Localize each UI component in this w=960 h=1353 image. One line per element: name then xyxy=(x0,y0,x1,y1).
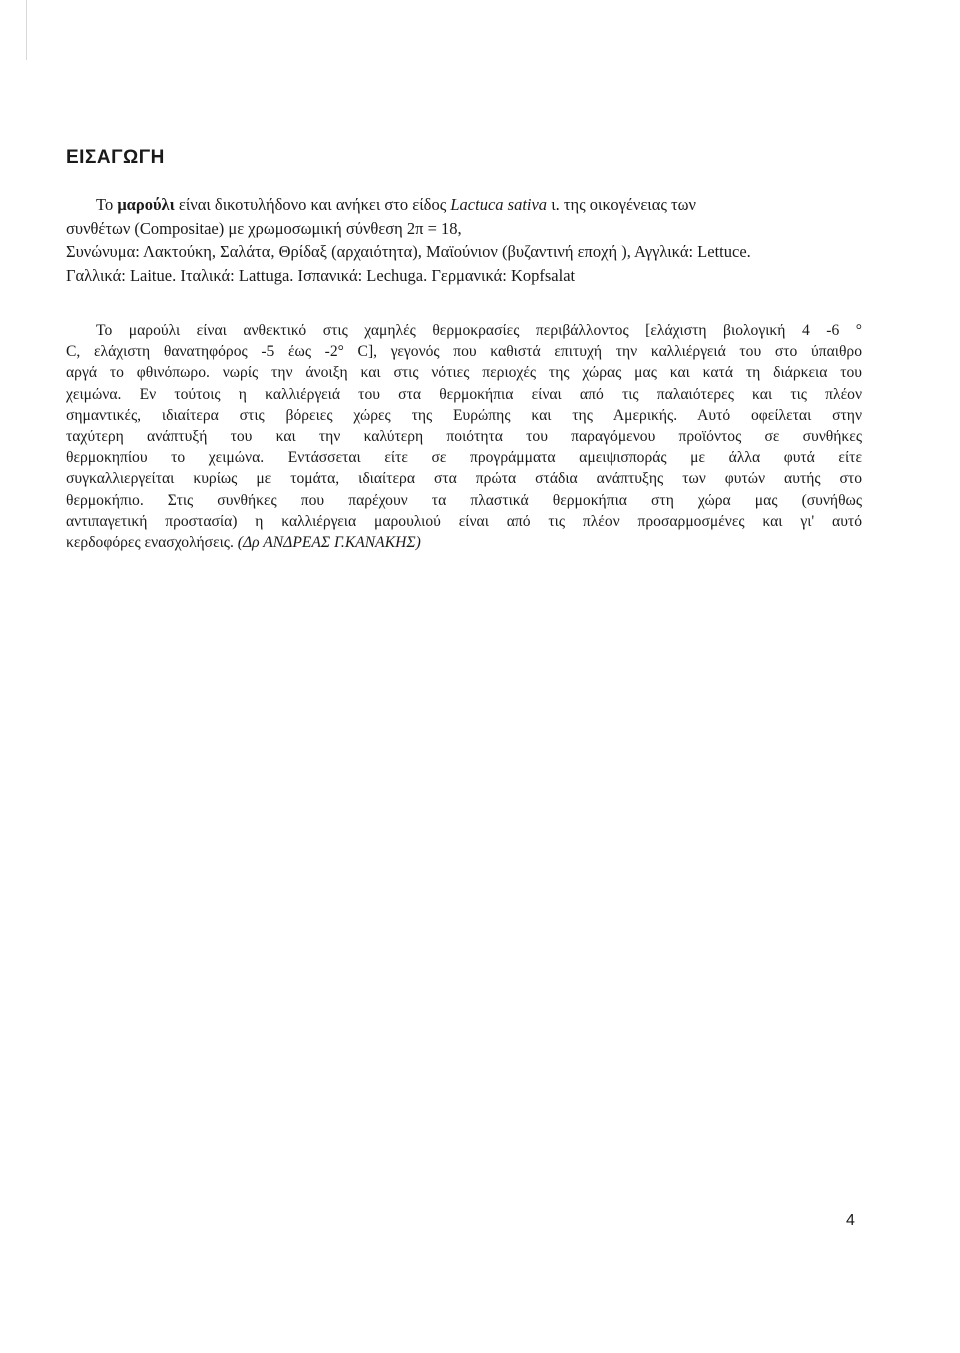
intro-line-1 xyxy=(66,193,862,217)
body-line: σημαντικές, ιδιαίτερα στις βόρειες χώρες της Ευρώπης και της Αμερικής. Αυτό οφείλεται στην xyxy=(66,406,862,424)
body-text: κερδοφόρες ενασχολήσεις. xyxy=(66,534,238,552)
lettuce-term: μαρούλι xyxy=(117,195,175,214)
body-line: χειμώνα. Εν τούτοις η καλλιέργειά του στα θερμοκήπια είναι από τις παλαιότερες και τις πλέον xyxy=(66,385,862,403)
intro-line-3: Συνώνυμα: Λακτούκη, Σαλάτα, Θρίδαξ (αρχαιότητα), Μαϊούνιον (βυζαντινή εποχή ), Αγγλικά: Lettuce. xyxy=(66,242,751,261)
body-line: C, ελάχιστη θανατηφόρος -5 έως -2° C], γεγονός που καθιστά επιτυχή την καλλιέργειά του στο ύπαιθρο xyxy=(66,343,862,361)
section-heading: ΕΙΣΑΓΩΓΗ xyxy=(66,147,165,168)
body-paragraph xyxy=(66,320,862,553)
intro-text: είναι δικοτυλήδονο και ανήκει στο είδος xyxy=(174,195,451,214)
intro-text: Το xyxy=(96,195,118,214)
intro-line-4: Γαλλικά: Laitue. Ιταλικά: Lattuga. Ισπανικά: Lechuga. Γερμανικά: Kopfsalat xyxy=(66,265,576,285)
intro-text: ι. της οικογένειας των xyxy=(547,195,696,214)
page-number: 4 xyxy=(846,1212,855,1229)
body-line: συγκαλλιεργείται κυρίως με τομάτα, ιδιαίτερα στα πρώτα στάδια ανάπτυξης των φυτών αυτής στο xyxy=(66,470,862,488)
body-last-line xyxy=(66,532,862,553)
body-line: Το μαρούλι είναι ανθεκτικό στις χαμηλές θερμοκρασίες περιβάλλοντος [ελάχιστη βιολογική 4 -6 ° xyxy=(96,322,862,339)
body-line: ταχύτερη ανάπτυξή του και την καλύτερη ποιότητα του παραγόμενου προϊόντος σε συνθήκες xyxy=(66,428,862,446)
body-line: θερμοκήπιο. Στις συνθήκες που παρέχουν τα πλαστικά θερμοκήπια στη χώρα μας (συνήθως xyxy=(66,491,862,509)
body-line: αντιπαγετική προστασία) η καλλιέργεια μαρουλιού είναι από τις πλέον προσαρμοσμένες και γι' αυτό xyxy=(66,512,862,530)
body-line: θερμοκηπίου το χειμώνα. Εντάσσεται είτε σε προγράμματα αμειψισποράς με άλλα φυτά είτε xyxy=(66,449,862,467)
intro-line-2: συνθέτων (Compositae) με χρωμοσωμική σύνθεση 2π = 18, xyxy=(66,218,462,238)
scan-artifact-line xyxy=(26,0,27,60)
body-line: αργά το φθινόπωρο. νωρίς την άνοιξη και στις νότιες περιοχές της χώρας μας και κατά τη διάρκεια του xyxy=(66,364,862,382)
intro-paragraph xyxy=(66,193,862,287)
species-name: Lactuca sativa xyxy=(450,195,548,214)
author-credit: (Δρ ΑΝΔΡΕΑΣ Γ.ΚΑΝΑΚΗΣ) xyxy=(237,534,421,552)
